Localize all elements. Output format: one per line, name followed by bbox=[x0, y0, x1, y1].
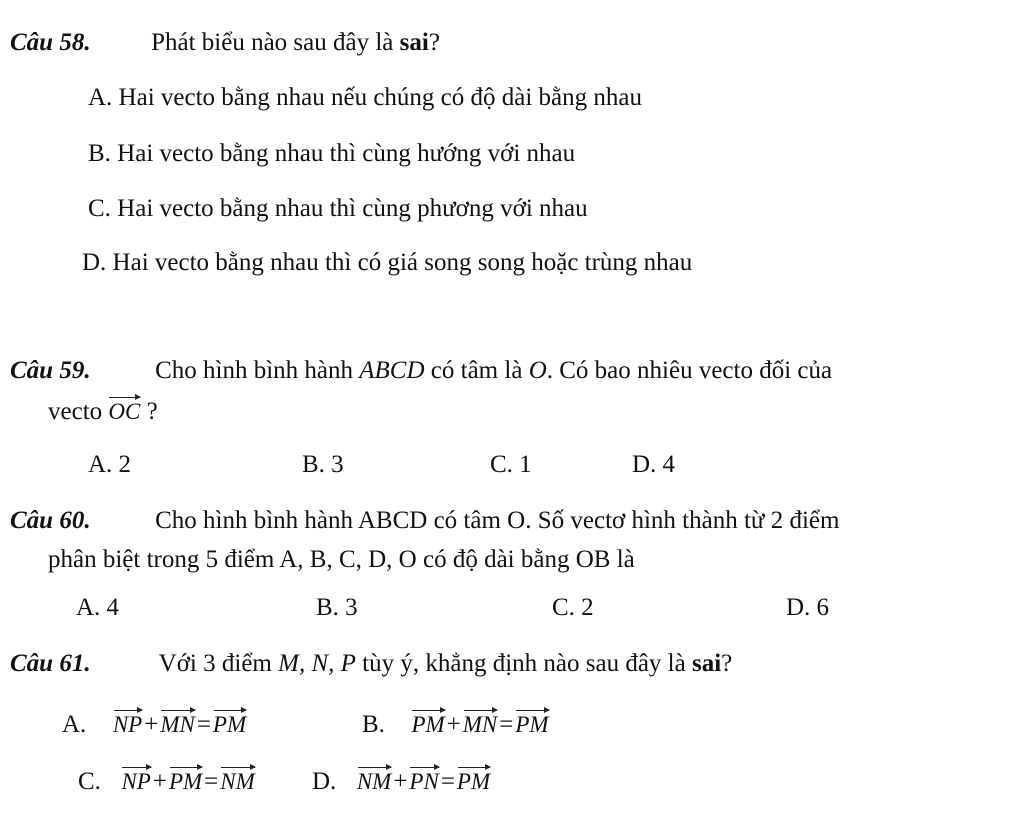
q61-option-d: D. NM+PN=PM bbox=[312, 768, 491, 795]
q59-stem-line2: vecto OC ? bbox=[48, 398, 158, 425]
vector: PM bbox=[515, 712, 549, 737]
q59-option-d: D. 4 bbox=[632, 451, 676, 478]
q60-stem-line2: phân biệt trong 5 điểm A, B, C, D, O có độ dài bằng OB là bbox=[48, 546, 635, 573]
q58-stem-bold: sai bbox=[399, 29, 429, 56]
vector: MN bbox=[160, 712, 195, 737]
vector: PM bbox=[212, 712, 247, 737]
q58-option-c: C. Hai vecto bằng nhau thì cùng phương với nhau bbox=[88, 195, 588, 222]
q59-option-a: A. 2 bbox=[88, 451, 132, 478]
vector: NM bbox=[220, 769, 255, 794]
q60-option-a: A. 4 bbox=[76, 594, 120, 621]
q59-number: Câu 59. bbox=[10, 357, 91, 384]
vector: NP bbox=[121, 769, 151, 794]
vector: MN bbox=[462, 712, 498, 737]
q58-option-b: B. Hai vecto bằng nhau thì cùng hướng với nhau bbox=[88, 140, 576, 167]
q61-stem: Câu 61. Với 3 điểm M, N, P tùy ý, khẳng định nào sau đây là sai? bbox=[10, 650, 733, 677]
q58-stem-text: Phát biểu nào sau đây là bbox=[151, 29, 400, 56]
q60-option-c: C. 2 bbox=[552, 594, 594, 621]
q59-stem: Câu 59. Cho hình bình hành ABCD có tâm là O. Có bao nhiêu vecto đối của bbox=[10, 357, 833, 384]
q61-option-c: C. NP+PM=NM bbox=[78, 768, 255, 795]
q61-option-b: B. PM+MN=PM bbox=[362, 711, 549, 738]
vector: NP bbox=[112, 712, 143, 737]
q58-number: Câu 58. bbox=[10, 29, 91, 56]
vector: PM bbox=[168, 769, 203, 794]
q59-option-c: C. 1 bbox=[490, 451, 532, 478]
q59-option-b: B. 3 bbox=[302, 451, 344, 478]
vector-oc: OC bbox=[108, 399, 141, 424]
q58-option-a: A. Hai vecto bằng nhau nếu chúng có độ dài bằng nhau bbox=[88, 84, 643, 111]
vector: PM bbox=[411, 712, 445, 737]
vector: NM bbox=[356, 769, 392, 794]
q60-number: Câu 60. bbox=[10, 507, 91, 534]
vector: PN bbox=[409, 769, 439, 794]
q58-option-d: D. Hai vecto bằng nhau thì có giá song song hoặc trùng nhau bbox=[82, 249, 693, 276]
vector: PM bbox=[456, 769, 491, 794]
q58-stem: Câu 58. Phát biểu nào sau đây là sai? bbox=[10, 29, 440, 56]
q60-option-b: B. 3 bbox=[316, 594, 358, 621]
q60-stem: Câu 60. Cho hình bình hành ABCD có tâm O. Số vectơ hình thành từ 2 điểm bbox=[10, 507, 840, 534]
q61-number: Câu 61. bbox=[10, 650, 91, 677]
q61-option-a: A. NP+MN=PM bbox=[62, 711, 247, 738]
q60-option-d: D. 6 bbox=[786, 594, 830, 621]
